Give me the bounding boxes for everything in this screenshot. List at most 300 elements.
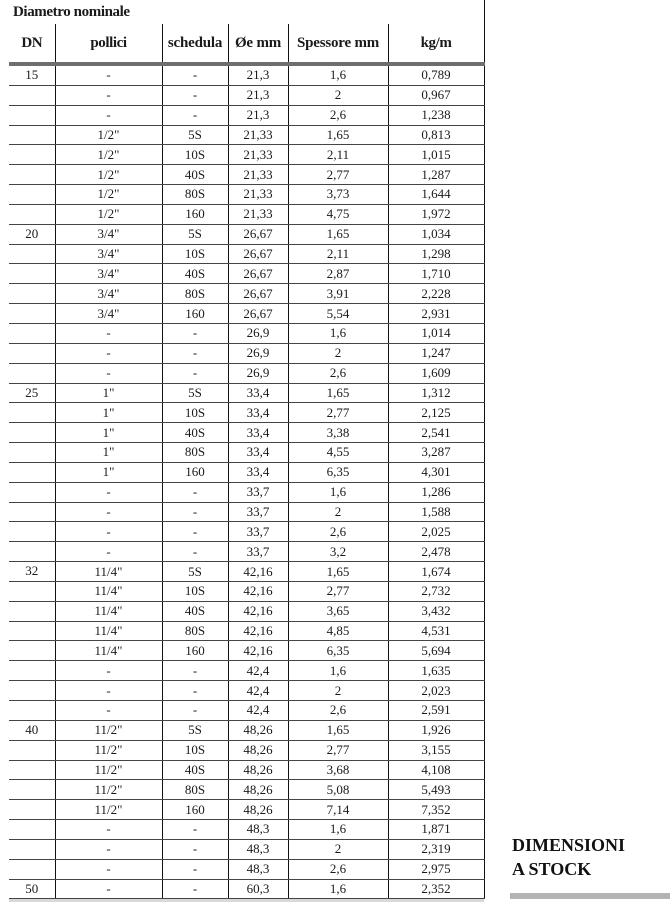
cell-spessore-mm: 3,65 — [288, 601, 388, 621]
cell-pollici: - — [55, 859, 162, 879]
cell-oe-mm: 48,26 — [228, 760, 288, 780]
cell-schedula: 10S — [162, 244, 228, 264]
pipe-dimensions-sheet — [9, 0, 484, 899]
cell-schedula: - — [162, 323, 228, 343]
cell-oe-mm: 42,16 — [228, 562, 288, 582]
cell-spessore-mm: 2,87 — [288, 264, 388, 284]
cell-schedula: 80S — [162, 780, 228, 800]
cell-pollici: 1" — [55, 462, 162, 482]
cell-pollici: - — [55, 64, 162, 85]
cell-schedula: 160 — [162, 204, 228, 224]
cell-spessore-mm: 3,91 — [288, 284, 388, 304]
table-row — [9, 720, 484, 740]
table-row — [9, 780, 484, 800]
cell-kg-m: 1,644 — [388, 185, 484, 205]
cell-schedula: - — [162, 820, 228, 840]
cell-schedula: 40S — [162, 423, 228, 443]
cell-spessore-mm: 2,77 — [288, 740, 388, 760]
cell-dn: 25 — [9, 383, 55, 403]
cell-schedula: 80S — [162, 443, 228, 463]
cell-oe-mm: 42,4 — [228, 681, 288, 701]
table-row — [9, 403, 484, 423]
cell-spessore-mm: 3,73 — [288, 185, 388, 205]
cell-dn — [9, 185, 55, 205]
cell-pollici: - — [55, 85, 162, 105]
table-row — [9, 423, 484, 443]
cell-schedula: 5S — [162, 720, 228, 740]
cell-kg-m: 1,674 — [388, 562, 484, 582]
cell-kg-m: 1,287 — [388, 165, 484, 185]
cell-schedula: - — [162, 522, 228, 542]
cell-kg-m: 1,871 — [388, 820, 484, 840]
cell-schedula: 160 — [162, 800, 228, 820]
cell-schedula: - — [162, 661, 228, 681]
cell-spessore-mm: 2 — [288, 839, 388, 859]
cell-schedula: 5S — [162, 224, 228, 244]
cell-pollici: - — [55, 323, 162, 343]
cell-dn — [9, 701, 55, 721]
cell-kg-m: 3,432 — [388, 601, 484, 621]
cell-pollici: - — [55, 681, 162, 701]
cell-schedula: 40S — [162, 760, 228, 780]
cell-pollici: - — [55, 542, 162, 562]
cell-schedula: 40S — [162, 165, 228, 185]
cell-oe-mm: 48,26 — [228, 780, 288, 800]
table-row — [9, 522, 484, 542]
cell-dn: 32 — [9, 562, 55, 582]
cell-pollici: 11/4" — [55, 641, 162, 661]
cell-kg-m: 2,125 — [388, 403, 484, 423]
cell-pollici: 3/4" — [55, 304, 162, 324]
cell-spessore-mm: 4,85 — [288, 621, 388, 641]
cell-schedula: - — [162, 343, 228, 363]
table-row — [9, 363, 484, 383]
cell-kg-m: 0,789 — [388, 64, 484, 85]
cell-spessore-mm: 2,6 — [288, 859, 388, 879]
cell-dn — [9, 363, 55, 383]
cell-dn: 40 — [9, 720, 55, 740]
cell-pollici: 11/4" — [55, 581, 162, 601]
cell-kg-m: 1,286 — [388, 482, 484, 502]
header-schedula: schedula — [162, 24, 228, 64]
cell-dn — [9, 800, 55, 820]
cell-schedula: - — [162, 502, 228, 522]
cell-schedula: - — [162, 542, 228, 562]
cell-oe-mm: 42,16 — [228, 621, 288, 641]
cell-dn — [9, 85, 55, 105]
cell-schedula: 80S — [162, 185, 228, 205]
cell-oe-mm: 33,7 — [228, 522, 288, 542]
table-row — [9, 165, 484, 185]
cell-spessore-mm: 2,6 — [288, 105, 388, 125]
cell-dn — [9, 839, 55, 859]
cell-kg-m: 1,034 — [388, 224, 484, 244]
cell-kg-m: 2,228 — [388, 284, 484, 304]
cell-kg-m: 3,155 — [388, 740, 484, 760]
cell-oe-mm: 26,67 — [228, 304, 288, 324]
cell-dn: 50 — [9, 879, 55, 899]
cell-pollici: - — [55, 879, 162, 899]
cell-schedula: 10S — [162, 581, 228, 601]
cell-pollici: 1/2" — [55, 204, 162, 224]
cell-spessore-mm: 1,6 — [288, 64, 388, 85]
cell-kg-m: 0,967 — [388, 85, 484, 105]
cell-pollici: - — [55, 343, 162, 363]
cell-oe-mm: 42,4 — [228, 701, 288, 721]
cell-pollici: 3/4" — [55, 284, 162, 304]
cell-oe-mm: 26,9 — [228, 343, 288, 363]
header-pollici: pollici — [55, 24, 162, 64]
cell-pollici: 1/2" — [55, 165, 162, 185]
cell-dn — [9, 165, 55, 185]
cell-spessore-mm: 6,35 — [288, 641, 388, 661]
cell-oe-mm: 21,33 — [228, 125, 288, 145]
cell-schedula: 5S — [162, 125, 228, 145]
cell-oe-mm: 33,4 — [228, 423, 288, 443]
cell-spessore-mm: 2,6 — [288, 701, 388, 721]
cell-oe-mm: 42,4 — [228, 661, 288, 681]
cell-dn — [9, 542, 55, 562]
cell-pollici: 11/4" — [55, 621, 162, 641]
cell-oe-mm: 48,26 — [228, 720, 288, 740]
cell-schedula: 40S — [162, 601, 228, 621]
table-row — [9, 740, 484, 760]
table-row — [9, 284, 484, 304]
cell-spessore-mm: 2,11 — [288, 145, 388, 165]
cell-spessore-mm: 2 — [288, 343, 388, 363]
cell-dn — [9, 443, 55, 463]
cell-oe-mm: 42,16 — [228, 581, 288, 601]
cell-spessore-mm: 1,65 — [288, 125, 388, 145]
cell-spessore-mm: 1,65 — [288, 224, 388, 244]
table-row — [9, 462, 484, 482]
cell-kg-m: 0,813 — [388, 125, 484, 145]
cell-schedula: 80S — [162, 621, 228, 641]
cell-dn: 15 — [9, 64, 55, 85]
table-row — [9, 244, 484, 264]
cell-pollici: - — [55, 363, 162, 383]
cell-schedula: - — [162, 363, 228, 383]
cell-schedula: 5S — [162, 562, 228, 582]
table-row — [9, 681, 484, 701]
table-row — [9, 85, 484, 105]
cell-oe-mm: 21,33 — [228, 185, 288, 205]
cell-spessore-mm: 2,77 — [288, 581, 388, 601]
cell-dn — [9, 820, 55, 840]
cell-kg-m: 1,588 — [388, 502, 484, 522]
cell-spessore-mm: 1,65 — [288, 383, 388, 403]
cell-kg-m: 1,312 — [388, 383, 484, 403]
cell-kg-m: 2,352 — [388, 879, 484, 899]
cell-pollici: 3/4" — [55, 224, 162, 244]
cell-kg-m: 2,025 — [388, 522, 484, 542]
cell-spessore-mm: 4,55 — [288, 443, 388, 463]
cell-spessore-mm: 2 — [288, 502, 388, 522]
cell-schedula: - — [162, 879, 228, 899]
cell-dn — [9, 641, 55, 661]
stock-label — [512, 833, 625, 881]
cell-kg-m: 1,635 — [388, 661, 484, 681]
table-row — [9, 343, 484, 363]
cell-oe-mm: 21,3 — [228, 105, 288, 125]
table-row — [9, 125, 484, 145]
cell-spessore-mm: 2,77 — [288, 165, 388, 185]
cell-spessore-mm: 2 — [288, 85, 388, 105]
cell-oe-mm: 33,4 — [228, 403, 288, 423]
cell-dn — [9, 502, 55, 522]
table-row — [9, 800, 484, 820]
cell-dn — [9, 403, 55, 423]
cell-spessore-mm: 7,14 — [288, 800, 388, 820]
header-spessore-mm: Spessore mm — [288, 24, 388, 64]
table-row — [9, 562, 484, 582]
table-row — [9, 760, 484, 780]
cell-pollici: - — [55, 820, 162, 840]
cell-spessore-mm: 6,35 — [288, 462, 388, 482]
cell-kg-m: 2,975 — [388, 859, 484, 879]
stock-label-line2: A STOCK — [512, 859, 592, 879]
cell-oe-mm: 33,7 — [228, 482, 288, 502]
cell-kg-m: 2,478 — [388, 542, 484, 562]
cell-oe-mm: 48,3 — [228, 820, 288, 840]
header-oe-mm: Øe mm — [228, 24, 288, 64]
cell-dn — [9, 145, 55, 165]
cell-schedula: 160 — [162, 304, 228, 324]
table-row — [9, 502, 484, 522]
table-row — [9, 204, 484, 224]
cell-oe-mm: 21,3 — [228, 64, 288, 85]
cell-oe-mm: 21,3 — [228, 85, 288, 105]
cell-spessore-mm: 2,6 — [288, 522, 388, 542]
cell-pollici: - — [55, 839, 162, 859]
table-row — [9, 641, 484, 661]
cell-kg-m: 2,732 — [388, 581, 484, 601]
cell-oe-mm: 33,4 — [228, 462, 288, 482]
cell-oe-mm: 42,16 — [228, 641, 288, 661]
cell-dn — [9, 601, 55, 621]
cell-oe-mm: 48,3 — [228, 839, 288, 859]
cell-pollici: - — [55, 661, 162, 681]
cell-pollici: 11/2" — [55, 720, 162, 740]
cell-dn — [9, 760, 55, 780]
cell-spessore-mm: 1,65 — [288, 562, 388, 582]
cell-spessore-mm: 3,68 — [288, 760, 388, 780]
cell-spessore-mm: 3,38 — [288, 423, 388, 443]
cell-pollici: 11/4" — [55, 562, 162, 582]
cell-oe-mm: 42,16 — [228, 601, 288, 621]
cell-dn — [9, 661, 55, 681]
cell-oe-mm: 26,67 — [228, 264, 288, 284]
cell-pollici: 3/4" — [55, 264, 162, 284]
cell-oe-mm: 33,7 — [228, 542, 288, 562]
cell-spessore-mm: 1,6 — [288, 323, 388, 343]
table-row — [9, 224, 484, 244]
cell-schedula: - — [162, 839, 228, 859]
table-row — [9, 879, 484, 899]
cell-spessore-mm: 3,2 — [288, 542, 388, 562]
table-row — [9, 264, 484, 284]
cell-schedula: 10S — [162, 145, 228, 165]
cell-schedula: 10S — [162, 740, 228, 760]
cell-oe-mm: 48,26 — [228, 740, 288, 760]
cell-kg-m: 3,287 — [388, 443, 484, 463]
cell-oe-mm: 33,4 — [228, 383, 288, 403]
cell-kg-m: 1,710 — [388, 264, 484, 284]
cell-dn — [9, 859, 55, 879]
table-row — [9, 304, 484, 324]
cell-oe-mm: 26,67 — [228, 284, 288, 304]
cell-kg-m: 1,926 — [388, 720, 484, 740]
cell-dn — [9, 323, 55, 343]
cell-kg-m: 4,108 — [388, 760, 484, 780]
cell-dn: 20 — [9, 224, 55, 244]
cell-pollici: 11/2" — [55, 760, 162, 780]
cell-dn — [9, 304, 55, 324]
cell-schedula: - — [162, 64, 228, 85]
cell-dn — [9, 522, 55, 542]
cell-kg-m: 2,023 — [388, 681, 484, 701]
cell-kg-m: 1,238 — [388, 105, 484, 125]
cell-dn — [9, 284, 55, 304]
cell-schedula: - — [162, 482, 228, 502]
table-row — [9, 859, 484, 879]
table-row — [9, 105, 484, 125]
cell-pollici: 1/2" — [55, 185, 162, 205]
cell-kg-m: 7,352 — [388, 800, 484, 820]
cell-kg-m: 1,247 — [388, 343, 484, 363]
pipe-dimensions-table — [9, 0, 485, 899]
cell-oe-mm: 33,7 — [228, 502, 288, 522]
table-row — [9, 581, 484, 601]
cell-pollici: - — [55, 482, 162, 502]
cell-dn — [9, 462, 55, 482]
cell-dn — [9, 343, 55, 363]
cell-schedula: - — [162, 105, 228, 125]
table-row — [9, 482, 484, 502]
cell-dn — [9, 482, 55, 502]
cell-pollici: 11/4" — [55, 601, 162, 621]
table-row — [9, 185, 484, 205]
table-row — [9, 64, 484, 85]
cell-schedula: 5S — [162, 383, 228, 403]
cell-spessore-mm: 4,75 — [288, 204, 388, 224]
cell-oe-mm: 26,67 — [228, 224, 288, 244]
cell-pollici: - — [55, 522, 162, 542]
cell-pollici: 11/2" — [55, 800, 162, 820]
cell-pollici: 1" — [55, 383, 162, 403]
cell-oe-mm: 26,67 — [228, 244, 288, 264]
cell-schedula: 160 — [162, 462, 228, 482]
table-row — [9, 621, 484, 641]
cell-dn — [9, 681, 55, 701]
cell-kg-m: 2,931 — [388, 304, 484, 324]
cell-pollici: - — [55, 105, 162, 125]
cell-kg-m: 1,014 — [388, 323, 484, 343]
cell-oe-mm: 26,9 — [228, 363, 288, 383]
cell-schedula: 40S — [162, 264, 228, 284]
cell-spessore-mm: 2,77 — [288, 403, 388, 423]
cell-kg-m: 2,541 — [388, 423, 484, 443]
cell-schedula: 160 — [162, 641, 228, 661]
table-row — [9, 839, 484, 859]
cell-kg-m: 2,591 — [388, 701, 484, 721]
cell-pollici: 1" — [55, 423, 162, 443]
table-body — [9, 64, 484, 899]
cell-spessore-mm: 1,6 — [288, 879, 388, 899]
cell-dn — [9, 621, 55, 641]
cell-spessore-mm: 5,54 — [288, 304, 388, 324]
cell-oe-mm: 60,3 — [228, 879, 288, 899]
cell-schedula: - — [162, 681, 228, 701]
cell-kg-m: 1,298 — [388, 244, 484, 264]
cell-pollici: 3/4" — [55, 244, 162, 264]
table-row — [9, 542, 484, 562]
cell-dn — [9, 581, 55, 601]
cell-schedula: - — [162, 701, 228, 721]
header-dn: DN — [9, 24, 55, 64]
table-row — [9, 383, 484, 403]
cell-kg-m: 1,015 — [388, 145, 484, 165]
cell-spessore-mm: 1,6 — [288, 482, 388, 502]
cell-spessore-mm: 1,6 — [288, 820, 388, 840]
cell-kg-m: 1,972 — [388, 204, 484, 224]
cell-dn — [9, 264, 55, 284]
table-row — [9, 701, 484, 721]
cell-dn — [9, 105, 55, 125]
table-header — [9, 0, 484, 64]
cell-pollici: 1" — [55, 403, 162, 423]
cell-dn — [9, 125, 55, 145]
stock-label-underline — [510, 893, 670, 899]
cell-schedula: 80S — [162, 284, 228, 304]
header-diametro-nominale: Diametro nominale — [13, 3, 130, 20]
cell-oe-mm: 21,33 — [228, 204, 288, 224]
cell-dn — [9, 423, 55, 443]
table-row — [9, 145, 484, 165]
cell-kg-m: 5,493 — [388, 780, 484, 800]
cell-oe-mm: 26,9 — [228, 323, 288, 343]
cell-kg-m: 4,301 — [388, 462, 484, 482]
cell-pollici: 1/2" — [55, 125, 162, 145]
cell-schedula: - — [162, 859, 228, 879]
cell-spessore-mm: 1,65 — [288, 720, 388, 740]
cell-pollici: 11/2" — [55, 780, 162, 800]
cell-kg-m: 1,609 — [388, 363, 484, 383]
cell-pollici: 11/2" — [55, 740, 162, 760]
cell-oe-mm: 48,26 — [228, 800, 288, 820]
cell-schedula: - — [162, 85, 228, 105]
cell-oe-mm: 21,33 — [228, 145, 288, 165]
stock-label-line1: DIMENSIONI — [512, 835, 626, 855]
cell-kg-m: 4,531 — [388, 621, 484, 641]
cell-pollici: 1/2" — [55, 145, 162, 165]
cell-dn — [9, 244, 55, 264]
table-row — [9, 323, 484, 343]
cell-dn — [9, 204, 55, 224]
cell-schedula: 10S — [162, 403, 228, 423]
cell-dn — [9, 780, 55, 800]
cell-kg-m: 2,319 — [388, 839, 484, 859]
cell-oe-mm: 21,33 — [228, 165, 288, 185]
cell-spessore-mm: 2,6 — [288, 363, 388, 383]
cell-pollici: - — [55, 502, 162, 522]
table-row — [9, 601, 484, 621]
cell-spessore-mm: 2,11 — [288, 244, 388, 264]
cell-oe-mm: 33,4 — [228, 443, 288, 463]
header-kg-m: kg/m — [388, 24, 484, 64]
table-row — [9, 443, 484, 463]
table-row — [9, 820, 484, 840]
